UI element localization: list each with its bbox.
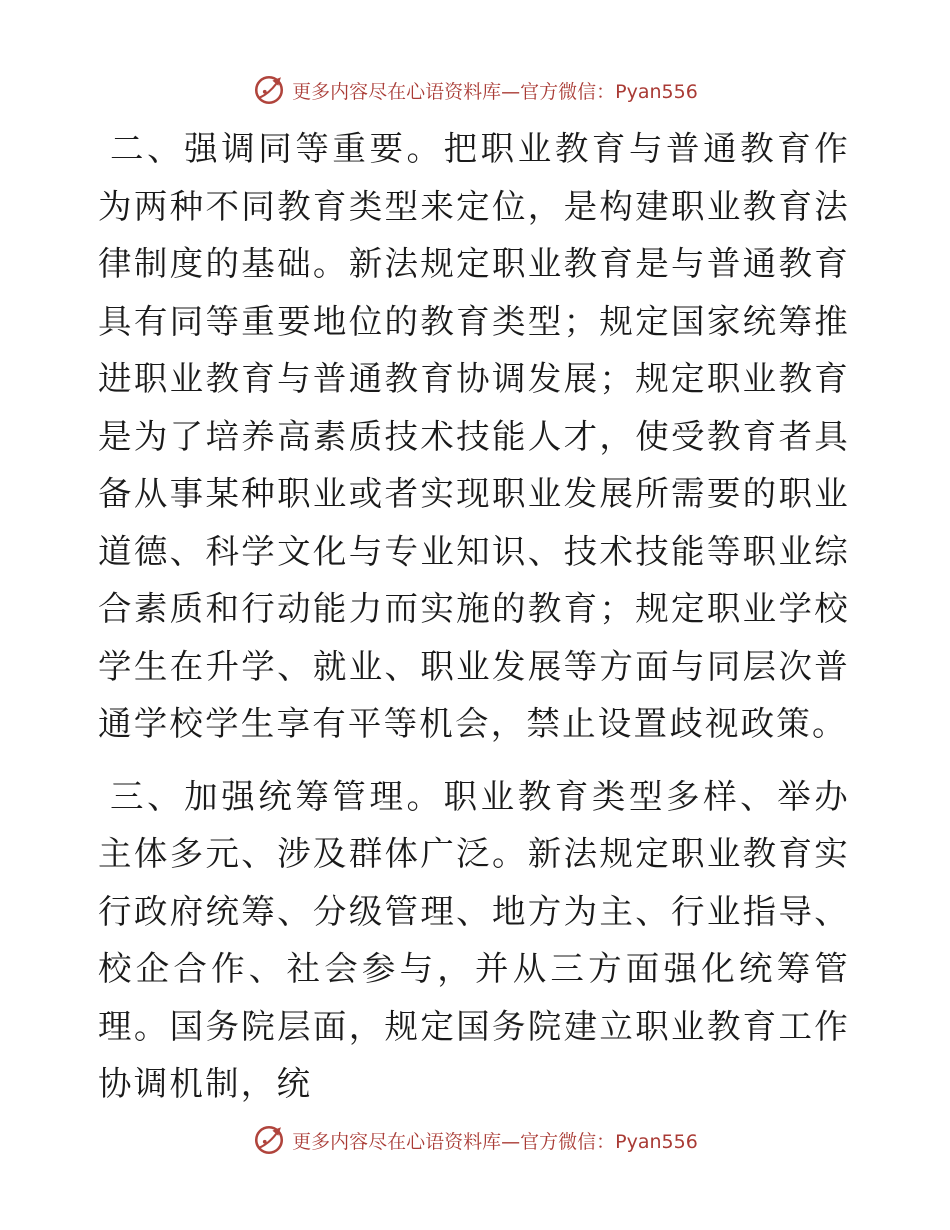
watermark-text: 更多内容尽在心语资料库—官方微信：Pyan556 [292, 80, 698, 103]
pen-logo-icon [252, 73, 286, 107]
document-body [98, 120, 850, 1113]
watermark-header [0, 70, 950, 110]
paragraph-strengthen-management: 三、加强统筹管理。职业教育类型多样、举办主体多元、涉及群体广泛。新法规定职业教育实行政府统筹、分级管理、地方为主、行业指导、校企合作、社会参与，并从三方面强化统筹管理。国务院层面，规定国务院建立职业教育工作协调机制，统 [98, 776, 850, 1103]
watermark-text: 更多内容尽在心语资料库—官方微信：Pyan556 [292, 1130, 698, 1153]
pen-logo-icon [252, 1123, 286, 1157]
paragraph-coordinated-importance: 二、强调同等重要。把职业教育与普通教育作为两种不同教育类型来定位，是构建职业教育法律制度的基础。新法规定职业教育是与普通教育具有同等重要地位的教育类型；规定国家统筹推进职业教育与普通教育协调发展；规定职业教育是为了培养高素质技术技能人才，使受教育者具备从事某种职业或者实现职业发展所需要的职业道德、科学文化与专业知识、技术技能等职业综合素质和行动能力而实施的教育；规定职业学校学生在升学、就业、职业发展等方面与同层次普通学校学生享有平等机会，禁止设置歧视政策。 [98, 129, 850, 743]
watermark-footer [0, 1120, 950, 1160]
